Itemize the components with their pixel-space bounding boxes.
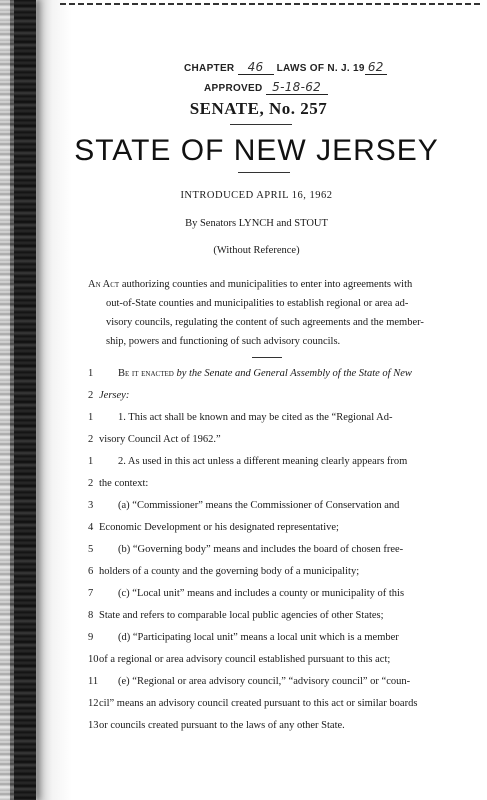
- bill-body: [88, 368, 468, 742]
- line-text: visory Council Act of 1962.”: [99, 434, 221, 445]
- divider: [238, 172, 290, 173]
- line-text: (d) “Participating local unit” means a local unit which is a member: [118, 632, 399, 643]
- abstract-line: ship, powers and functioning of such advisory councils.: [106, 336, 341, 347]
- body-line: [88, 456, 468, 478]
- body-line: [88, 500, 468, 522]
- body-line: [88, 478, 468, 500]
- line-number: 7: [88, 588, 94, 599]
- chapter-line: [184, 60, 387, 75]
- line-text: of a regional or area advisory council established pursuant to this act;: [99, 654, 391, 665]
- laws-label: LAWS OF N. J. 19: [276, 63, 365, 74]
- reference: (Without Reference): [213, 245, 300, 256]
- line-number: 4: [88, 522, 94, 533]
- line-text: or councils created pursuant to the laws of any other State.: [99, 720, 345, 731]
- approved-label: APPROVED: [204, 83, 263, 94]
- body-line: [88, 544, 468, 566]
- line-text: (c) “Local unit” means and includes a county or municipality of this: [118, 588, 405, 599]
- line-number: 12: [88, 698, 99, 709]
- introduced-date: INTRODUCED APRIL 16, 1962: [180, 190, 333, 201]
- body-line: [88, 654, 468, 676]
- binding-speckle: [0, 0, 14, 800]
- body-line: [88, 368, 468, 390]
- line-number: 10: [88, 654, 99, 665]
- divider: [230, 124, 292, 125]
- abstract-line: out-of-State counties and municipalities to establish regional or area ad-: [106, 298, 409, 309]
- line-text: 2. As used in this act unless a different meaning clearly appears from: [118, 456, 408, 467]
- line-text: by the Senate and General Assembly of the State of New: [173, 368, 412, 379]
- line-number: 2: [88, 478, 94, 489]
- body-line: [88, 676, 468, 698]
- line-number: 11: [88, 676, 99, 687]
- line-number: 6: [88, 566, 94, 577]
- body-line: [88, 698, 468, 720]
- body-line: [88, 522, 468, 544]
- divider: [252, 357, 282, 358]
- line-text: Economic Development or his designated representative;: [99, 522, 339, 533]
- top-dashed-line: [60, 3, 480, 5]
- line-text: (a) “Commissioner” means the Commissioner of Conservation and: [118, 500, 400, 511]
- enacting-lead: Be it enacted: [118, 368, 174, 379]
- chapter-label: CHAPTER: [184, 63, 235, 74]
- line-number: 1: [88, 412, 94, 423]
- line-number: 2: [88, 390, 94, 401]
- body-line: [88, 390, 468, 412]
- body-line: [88, 434, 468, 456]
- laws-year: 62: [367, 60, 384, 74]
- line-text: the context:: [99, 478, 149, 489]
- line-text: State and refers to comparable local public agencies of other States;: [99, 610, 384, 621]
- chapter-number: 46: [247, 60, 264, 74]
- line-number: 8: [88, 610, 94, 621]
- state-title: STATE OF NEW JERSEY: [74, 134, 439, 167]
- bill-abstract: [88, 275, 466, 351]
- body-line: [88, 632, 468, 654]
- line-text: holders of a county and the governing body of a municipality;: [99, 566, 360, 577]
- line-number: 3: [88, 500, 94, 511]
- body-line: [88, 720, 468, 742]
- senate-number: SENATE, No. 257: [189, 99, 328, 118]
- line-text: 1. This act shall be known and may be cited as the “Regional Ad-: [118, 412, 393, 423]
- sponsors: By Senators LYNCH and STOUT: [185, 218, 328, 229]
- body-line: [88, 412, 468, 434]
- abstract-line: visory councils, regulating the content of such agreements and the member-: [106, 317, 424, 328]
- line-number: 9: [88, 632, 94, 643]
- body-line: [88, 610, 468, 632]
- line-number: 1: [88, 368, 94, 379]
- body-line: [88, 588, 468, 610]
- line-number: 5: [88, 544, 94, 555]
- line-text: cil” means an advisory council created pursuant to this act or similar boards: [99, 698, 418, 709]
- line-number: 2: [88, 434, 94, 445]
- line-number: 13: [88, 720, 99, 731]
- approved-date: 5-18-62: [272, 80, 322, 94]
- act-lead: An Act: [88, 279, 120, 290]
- line-text: Jersey:: [99, 390, 130, 401]
- line-number: 1: [88, 456, 94, 467]
- abstract-line: authorizing counties and municipalities to enter into agreements with: [121, 279, 413, 290]
- approved-line: [204, 80, 328, 95]
- line-text: (b) “Governing body” means and includes the board of chosen free-: [118, 544, 404, 555]
- line-text: (e) “Regional or area advisory council,” “advisory council” or “coun-: [118, 676, 411, 687]
- body-line: [88, 566, 468, 588]
